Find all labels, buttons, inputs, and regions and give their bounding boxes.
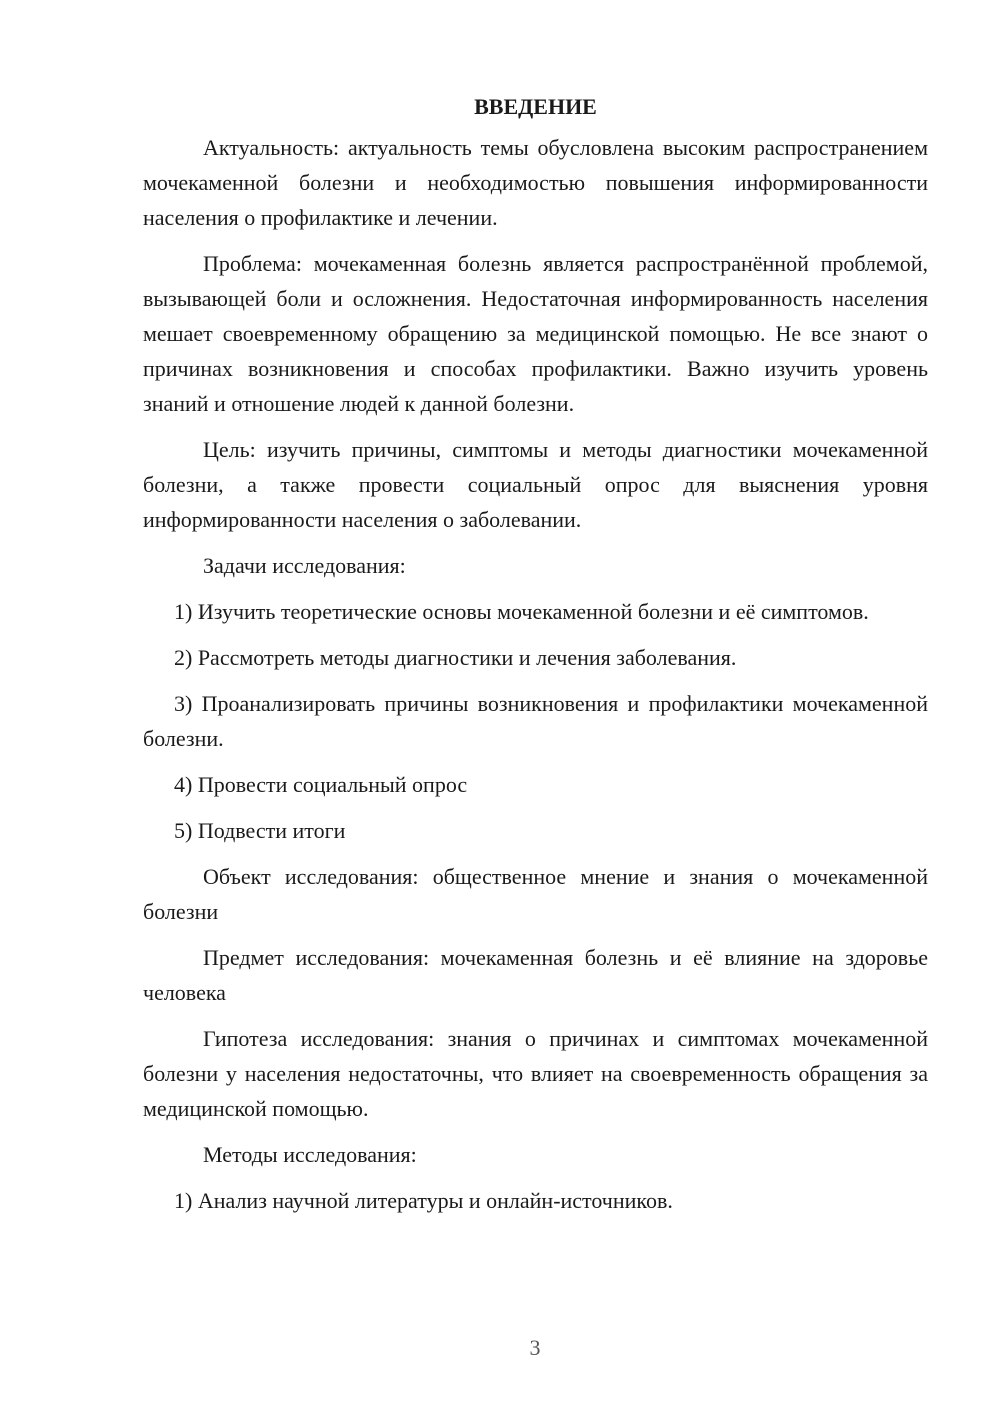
paragraph-object: Объект исследования: общественное мнение и знания о мочекаменной болезни [143,864,928,924]
task-item-2: 2) Рассмотреть методы диагностики и лечения заболевания. [174,645,737,670]
task-item-4: 4) Провести социальный опрос [174,772,468,797]
page-title: ВВЕДЕНИЕ [474,94,597,119]
paragraph-tasks-heading: Задачи исследования: [203,553,406,578]
task-item-1: 1) Изучить теоретические основы мочекаменной болезни и её симптомов. [174,599,869,624]
page-content [143,92,928,1218]
paragraph-goal: Цель: изучить причины, симптомы и методы диагностики мочекаменной болезни, а также провести социальный опрос для выяснения уровня информированности населения о заболевании. [143,437,928,532]
task-item-3: 3) Проанализировать причины возникновения и профилактики мочекаменной болезни. [143,691,928,751]
paragraph-methods-heading: Методы исследования: [203,1142,417,1167]
paragraph-hypothesis: Гипотеза исследования: знания о причинах и симптомах мочекаменной болезни у населения недостаточны, что влияет на своевременность обращения за медицинской помощью. [143,1026,928,1121]
paragraph-subject: Предмет исследования: мочекаменная болезнь и её влияние на здоровье человека [143,945,928,1005]
paragraph-problem: Проблема: мочекаменная болезнь является распространённой проблемой, вызывающей боли и осложнения. Недостаточная информированность населения мешает своевременному обращению за медицинской помощью. Не все знают о причинах возникновения и способах профилактики. Важно изучить уровень знаний и отношение людей к данной болезни. [143,251,928,416]
paragraph-relevance: Актуальность: актуальность темы обусловлена высоким распространением мочекаменной болезни и необходимостью повышения информированности населения о профилактике и лечении. [143,135,928,230]
page-number: 3 [529,1335,541,1360]
method-item-1: 1) Анализ научной литературы и онлайн-источников. [174,1188,673,1213]
task-item-5: 5) Подвести итоги [174,818,346,843]
